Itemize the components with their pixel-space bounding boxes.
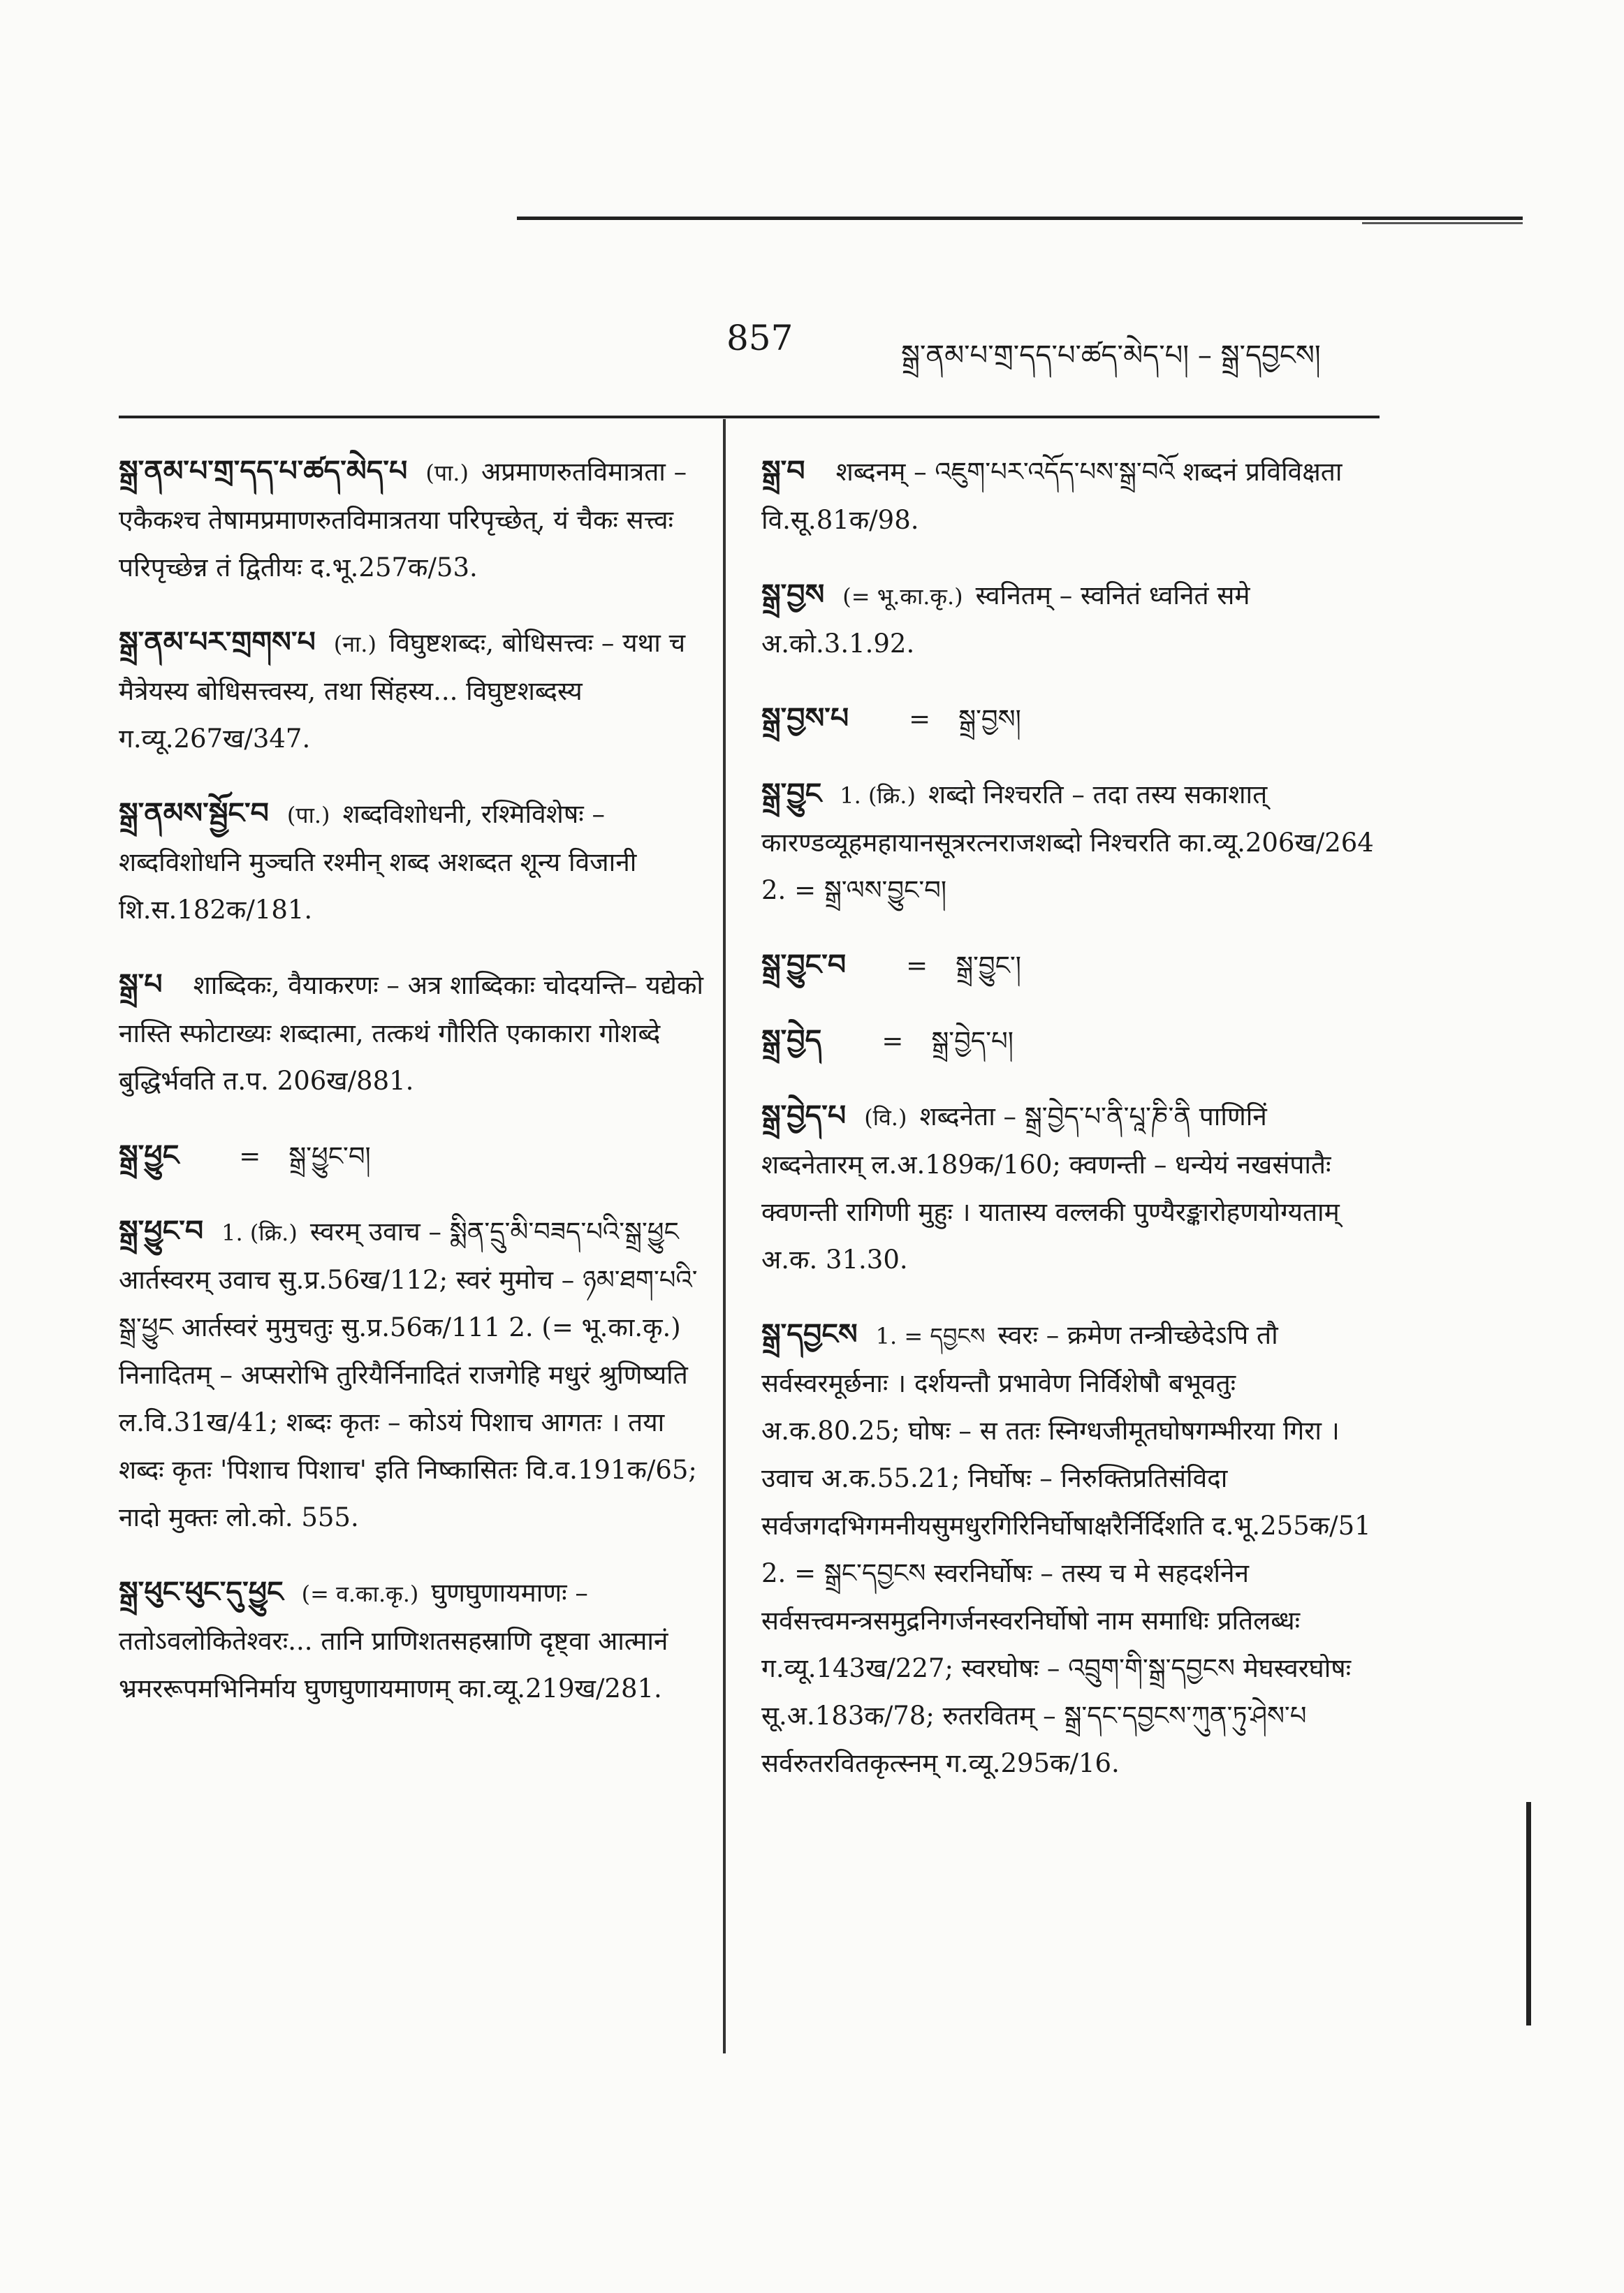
headword: སྒྲ་པ — [119, 967, 163, 1001]
grammar-label: (= भू.का.कृ.) — [842, 583, 963, 610]
dictionary-entry — [119, 618, 705, 763]
headword: སྒྲ་བ — [761, 454, 805, 488]
column-divider — [723, 419, 726, 2053]
edge-mark — [1526, 1802, 1531, 2025]
left-column — [119, 447, 705, 1739]
cross-reference: སྒྲ་བྱུང་། — [956, 951, 1021, 981]
running-head: སྒྲ་ནམ་པ་གྲ་དད་པ་ཚད་མེད་པ། – སྒྲ་དབྱངས། — [901, 339, 1321, 372]
headword: སྒྲ་ཕྱུང་བ — [119, 1214, 204, 1247]
headword: སྒྲ་བྱས་པ — [761, 701, 849, 735]
headword: སྒྲ་ཕྱུང — [119, 1138, 180, 1172]
entry-text: विघुष्टशब्दः, बोधिसत्त्वः – यथा च मैत्रेयस्य बोधिसत्त्वस्य, तथा सिंहस्य... विघुष्टशब्दस्य ग.व्यू.267ख/347. — [119, 628, 686, 754]
grammar-label: 1. (क्रि.) — [840, 782, 916, 809]
grammar-label: 1. (क्रि.) — [221, 1219, 298, 1246]
cross-reference: སྒྲ་བྱས། — [958, 704, 1021, 734]
top-rule-tail — [1362, 222, 1523, 224]
header-rule — [119, 416, 1380, 418]
entry-text: घुणघुणायमाणः – ततोऽवलोकितेश्वरः... तानि प्राणिशतसहस्राणि दृष्ट्वा आत्मानं भ्रमररूपमभिनिर्माय घुणघुणायमाणम् का.व्यू.219ख/281. — [119, 1578, 668, 1704]
headword: སྒྲ་ནམ་པར་གྲགས་པ — [119, 625, 316, 659]
cross-reference: སྒྲ་བྱེད་པ། — [931, 1026, 1014, 1056]
dictionary-entry — [119, 447, 705, 592]
headword: སྒྲ་ཕུང་ཕུང་དུ་ཕྱུང — [119, 1575, 284, 1609]
top-rule — [517, 217, 1523, 220]
cross-reference: སྒྲ་ཕྱུང་བ། — [288, 1141, 371, 1171]
grammar-label: (ना.) — [333, 631, 376, 657]
page-number: 857 — [726, 318, 793, 358]
equals-sign: = — [909, 704, 931, 734]
dictionary-entry — [119, 1207, 705, 1541]
dictionary-entry — [761, 1092, 1376, 1284]
right-column — [761, 447, 1376, 1814]
dictionary-entry — [761, 770, 1376, 914]
headword: སྒྲ་དབྱངས — [761, 1317, 858, 1351]
dictionary-entry — [761, 571, 1376, 668]
grammar-label: (पा.) — [425, 460, 469, 486]
headword: སྒྲ་བྱེད — [761, 1023, 822, 1057]
equals-sign: = — [906, 951, 928, 981]
dictionary-entry — [761, 1310, 1376, 1787]
dictionary-entry — [119, 789, 705, 934]
equals-sign: = — [239, 1141, 261, 1171]
entry-text: शब्दविशोधनी, रश्मिविशेषः – शब्दविशोधनि मुञ्चति रश्मीन् शब्द अशब्दत शून्य विजानी शि.स.182क/181. — [119, 799, 637, 925]
dictionary-entry — [761, 1016, 1376, 1065]
headword: སྒྲ་བྱུང — [761, 777, 822, 810]
page-header — [0, 318, 1624, 372]
entry-text: शब्दनेता – སྒྲ་བྱེད་པ་ནི་པཱ་ཎི་ནི पाणिनिं शब्दनेतारम् ल.अ.189क/160; क्वणन्ती – धन्येयं नखसंपातैः क्वणन्ती रागिणी मुहुः । यातास्य वल्लकी पुण्यैरङ्कारोहणयोग्यताम् अ.क. 31.30. — [761, 1101, 1340, 1275]
headword: སྒྲ་བྱུང་བ — [761, 948, 847, 981]
entry-text: स्वरम् उवाच – སྨིན་དྲུ་མི་བཟད་པའི་སྒྲ་ཕྱུང आर्तस्वरम् उवाच सु.प्र.56ख/112; स्वरं मुमोच – ཉམ་ཐག་པའི་སྒྲ་ཕྱུང आर्तस्वरं मुमुचतुः सु.प्र.56क/111 2. (= भू.का.कृ.) निनादितम् – अप्सरोभि तुरियैर्निनादितं राजगेहि मधुरं श्रुणिष्यति ल.वि.31ख/41; शब्दः कृतः – कोऽयं पिशाच आगतः । तया शब्दः कृतः 'पिशाच पिशाच' इति निष्कासितः वि.व.191क/65; नादो मुक्तः लो.को. 555. — [119, 1217, 698, 1532]
grammar-label: 1. = དབྱངས — [875, 1323, 986, 1349]
headword: སྒྲ་བྱས — [761, 578, 825, 611]
dictionary-entry — [761, 941, 1376, 990]
dictionary-entry — [119, 1131, 705, 1180]
entry-text: स्वनितम् – स्वनितं ध्वनितं समे अ.को.3.1.92. — [761, 580, 1250, 659]
entry-text: शाब्दिकः, वैयाकरणः – अत्र शाब्दिकाः चोदयन्ति– यद्येको नास्ति स्फोटाख्यः शब्दात्मा, तत्कथं गौरिति एकाकारा गोशब्दे बुद्धिर्भवति त.प. 206ख/881. — [119, 970, 703, 1096]
headword: སྒྲ་ནམས་སྦྱོང་བ — [119, 796, 269, 830]
dictionary-entry — [119, 1568, 705, 1713]
dictionary-entry — [761, 447, 1376, 544]
headword: སྒྲ་བྱེད་པ — [761, 1099, 847, 1132]
headword: སྒྲ་ནམ་པ་གྲ་དད་པ་ཚད་མེད་པ — [119, 454, 408, 488]
entry-text: स्वरः – क्रमेण तन्त्रीच्छेदेऽपि तौ सर्वस्वरमूर्छनाः । दर्शयन्तौ प्रभावेण निर्विशेषौ बभूवतुः अ.क.80.25; घोषः – स ततः स्निग्धजीमूतघोषगम्भीरया गिरा । उवाच अ.क.55.21; निर्घोषः – निरुक्तिप्रतिसंविदा सर्वजगदभिगमनीयसुमधुरगिरिनिर्घोषाक्षरैर्निर्दिशति द.भू.255क/51 2. = སྒྲང་དབྱངས स्वरनिर्घोषः – तस्य च मे सहदर्शनेन सर्वसत्त्वमन्त्रसमुद्रनिगर्जनस्वरनिर्घोषो नाम समाधिः प्रतिलब्धः ग.व्यू.143ख/227; स्वरघोषः – འབྲུག་གི་སྒྲ་དབྱངས मेघस्वरघोषः सू.अ.183क/78; रुतरवितम् – སྒྲ་དང་དབྱངས་ཀུན་ཏུ་ཤེས་པ सर्वरुतरवितकृत्स्नम् ग.व्यू.295क/16. — [761, 1320, 1371, 1778]
dictionary-entry — [761, 694, 1376, 743]
entry-text: अप्रमाणरुतविमात्रता – एकैकश्च तेषामप्रमाणरुतविमात्रतया परिपृच्छेत्, यं चैकः सत्त्वः परिपृच्छेन्न तं द्वितीयः द.भू.257क/53. — [119, 457, 687, 583]
grammar-label: (= व.का.कृ.) — [301, 1581, 419, 1607]
entry-text: शब्दनम् – འཇུག་པར་འདོད་པས་སྒྲ་བའོ शब्दनं प्रविविक्षता वि.सू.81क/98. — [761, 457, 1343, 535]
grammar-label: (पा.) — [286, 802, 330, 828]
equals-sign: = — [882, 1026, 904, 1056]
grammar-label: (वि.) — [864, 1104, 907, 1131]
dictionary-entry — [119, 960, 705, 1105]
entry-text: शब्दो निश्चरति – तदा तस्य सकाशात् कारण्डव्यूहमहायानसूत्ररत्नराजशब्दो निश्चरति का.व्यू.206ख/264 2. = སྒྲ་ལས་བྱུང་བ། — [761, 779, 1374, 905]
